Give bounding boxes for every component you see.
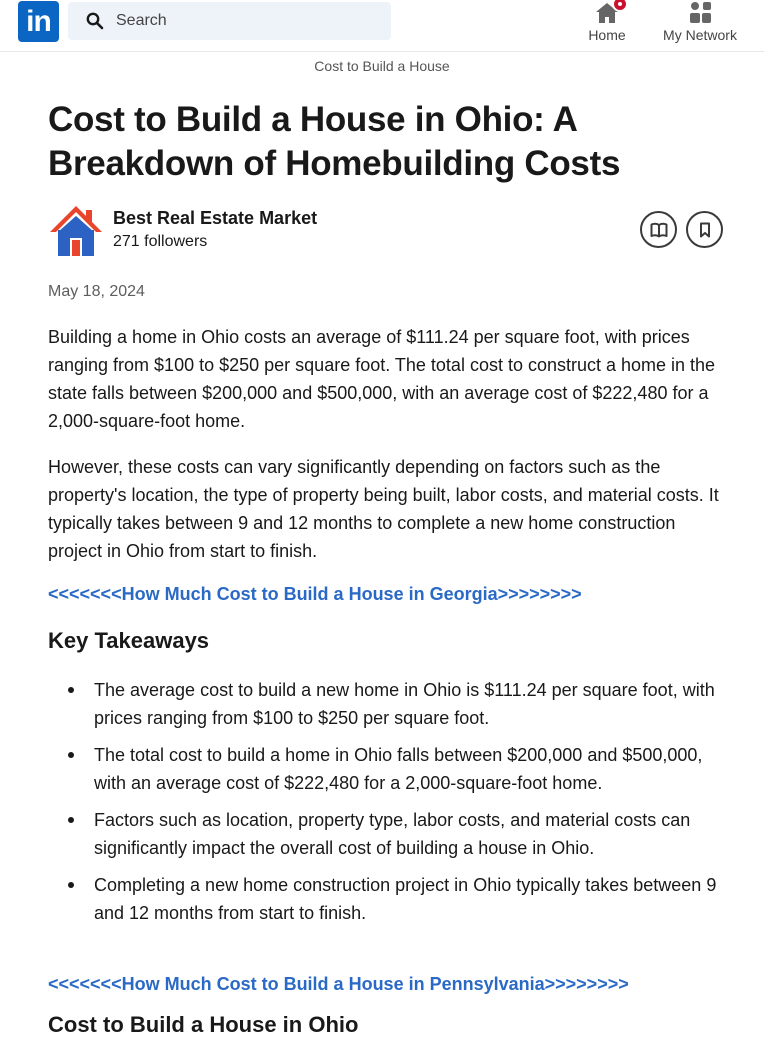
pennsylvania-article-link[interactable]: <<<<<<<How Much Cost to Build a House in Pennsylvania>>>>>>>> bbox=[48, 974, 629, 994]
factors-paragraph: However, these costs can vary significantly depending on factors such as the property's location, the type of property being built, labor costs, and material costs. It typically takes between 9 and 12 months to complete a new home construction project in Ohio from start to finish. bbox=[48, 457, 719, 561]
bullet-icon bbox=[68, 817, 74, 823]
nav-home-label: Home bbox=[588, 27, 626, 43]
nav-my-network[interactable] bbox=[654, 0, 746, 50]
breadcrumb[interactable]: Cost to Build a House bbox=[314, 58, 450, 74]
author-followers: 271 followers bbox=[113, 233, 208, 250]
article-title: Cost to Build a House in Ohio: A Breakdown of Homebuilding Costs bbox=[48, 100, 621, 183]
author-name[interactable]: Best Real Estate Market bbox=[113, 208, 318, 228]
intro-paragraph: Building a home in Ohio costs an average of $111.24 per square foot, with prices ranging from $100 to $250 per square foot. The total cost to construct a home in the state falls between $200,000 and $500,000, with an average cost of $222,480 for a 2,000-square-foot home. bbox=[48, 327, 716, 431]
search-input[interactable] bbox=[114, 11, 378, 31]
key-takeaways-heading: Key Takeaways bbox=[48, 628, 210, 653]
reading-mode-button[interactable] bbox=[640, 211, 677, 248]
book-icon bbox=[650, 222, 668, 238]
nav-my-network-label: My Network bbox=[663, 27, 737, 43]
publish-date: May 18, 2024 bbox=[48, 283, 145, 300]
bullet-icon bbox=[68, 882, 74, 888]
bullet-icon bbox=[68, 687, 74, 693]
next-section-heading: Cost to Build a House in Ohio bbox=[48, 1012, 359, 1037]
key-takeaways-list bbox=[48, 676, 738, 936]
bookmark-icon bbox=[699, 222, 711, 238]
georgia-article-link[interactable]: <<<<<<<How Much Cost to Build a House in Georgia>>>>>>>> bbox=[48, 584, 582, 604]
list-item bbox=[48, 871, 738, 927]
takeaway-text: The average cost to build a new home in Ohio is $111.24 per square foot, with prices ranging from $100 to $250 per square foot. bbox=[94, 680, 715, 728]
linkedin-logo[interactable]: in bbox=[18, 1, 59, 42]
save-article-button[interactable] bbox=[686, 211, 723, 248]
list-item bbox=[48, 676, 738, 732]
takeaway-text: The total cost to build a home in Ohio falls between $200,000 and $500,000, with an average cost of $222,480 for a 2,000-square-foot home. bbox=[94, 745, 703, 793]
author-avatar[interactable] bbox=[48, 204, 104, 258]
network-icon bbox=[688, 1, 712, 25]
search-bar[interactable] bbox=[68, 2, 391, 40]
notification-badge bbox=[612, 0, 628, 12]
list-item bbox=[48, 741, 738, 797]
top-nav-bar bbox=[0, 0, 764, 52]
search-icon bbox=[86, 12, 104, 30]
bullet-icon bbox=[68, 752, 74, 758]
list-item bbox=[48, 806, 738, 862]
nav-home[interactable] bbox=[580, 0, 634, 50]
takeaway-text: Completing a new home construction project in Ohio typically takes between 9 and 12 months from start to finish. bbox=[94, 875, 717, 923]
takeaway-text: Factors such as location, property type, labor costs, and material costs can significantly impact the overall cost of building a house in Ohio. bbox=[94, 810, 691, 858]
